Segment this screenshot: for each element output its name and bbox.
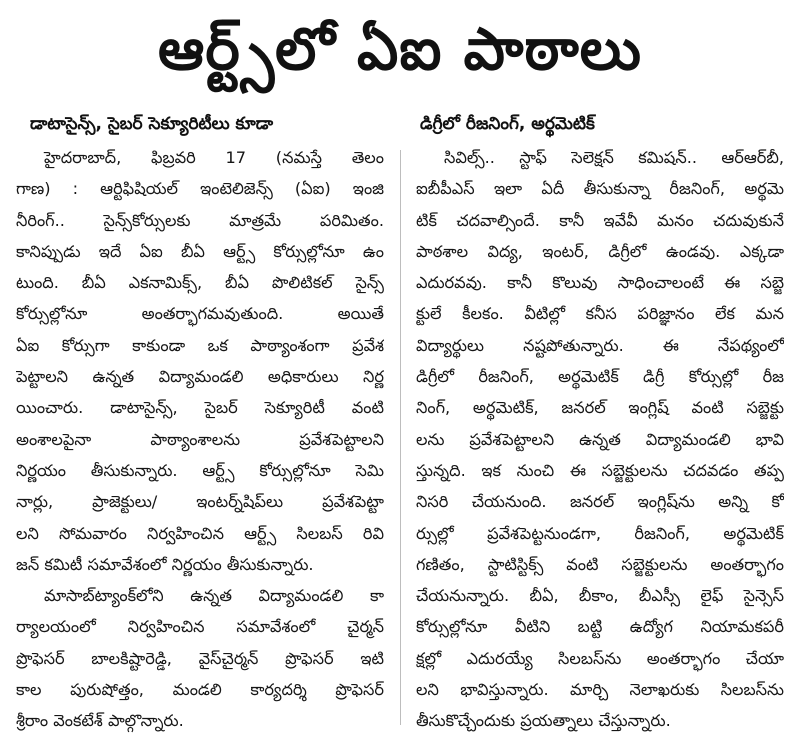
- body-line: నింగ్, అర్థమెటిక్, జనరల్ ఇంగ్లిష్ వంటి సబ్జెక్టు: [416, 398, 784, 418]
- body-line: సివిల్స్.. స్టాఫ్ సెలెక్షన్ కమిషన్.. ఆర్‌ఆర్‌బీ,: [444, 148, 784, 167]
- column-divider: [400, 150, 401, 725]
- body-line: యించారు. డాటాసైన్స్, సైబర్ సెక్యూరిటీ వంటి: [16, 398, 384, 418]
- left-subheading: డాటాసైన్స్, సైబర్ సెక్యూరిటీలు కూడా: [30, 114, 274, 134]
- body-line: నార్లు, ప్రాజెక్టులు/ ఇంటర్న్‌షిప్‌లు ప్రవేశపెట్టా: [16, 492, 384, 512]
- body-line: నీరింగ్.. సైన్స్‌కోర్సులకు మాత్రమే పరిమితం.: [16, 210, 384, 230]
- body-line: తీసుకొచ్చేందుకు ప్రయత్నాలు చేస్తున్నారు.: [416, 711, 671, 731]
- body-line: గాణ) : ఆర్టిఫిషియల్ ఇంటెలిజెన్స్ (ఏఐ) ఇంజి: [16, 179, 384, 199]
- headline: ఆర్ట్స్‌లో ఏఐ పాఠాలు: [158, 14, 642, 83]
- body-line: మాసాబ్‌ట్యాంక్‌లోని ఉన్నత విద్యామండలి కా: [44, 586, 384, 606]
- body-line: లని భావిస్తున్నారు. మార్చి నెలాఖరుకు సిలబస్‌ను: [416, 680, 784, 700]
- body-line: నిసరి చేయనుంది. జనరల్ ఇంగ్లిష్‌ను అన్ని కో: [416, 492, 784, 512]
- body-line: డిగ్రీలో రీజనింగ్, అర్థమెటిక్ డిగ్రీ కోర్సుల్లో రీజ: [416, 367, 784, 387]
- body-line: ప్రొఫెసర్ బాలకిష్టారెడ్డి, వైస్‌చైర్మన్ ప్రొఫెసర్ ఇటి: [16, 648, 384, 668]
- body-line: టిక్ చదవాల్సిందే. కానీ ఇవేవీ మనం చదువుకునే: [416, 210, 784, 230]
- body-line: శ్రీరాం వెంకటేశ్ పాల్గొన్నారు.: [16, 711, 184, 731]
- right-body: [416, 142, 784, 737]
- body-line: ర్యాలయంలో నిర్వహించిన సమావేశంలో చైర్మన్: [16, 617, 384, 637]
- body-line: ఐబీపీఎస్ ఇలా ఏదీ తీసుకున్నా రీజనింగ్, అర్థమె: [416, 179, 784, 199]
- body-line: కాల పురుషోత్తం, మండలి కార్యదర్శి ప్రొఫెసర్: [16, 680, 384, 700]
- body-line: ఎదురవవు. కానీ కొలువు సాధించాలంటే ఈ సబ్జె: [416, 273, 784, 293]
- body-line: అంశాలపైనా పాఠ్యాంశాలను ప్రవేశపెట్టాలని: [16, 429, 384, 449]
- body-line: ర్సుల్లో ప్రవేశపెట్టనుండగా, రీజనింగ్, అర్థమెటిక్: [416, 523, 784, 543]
- body-line: క్షల్లో ఎదురయ్యే సిలబస్‌ను అంతర్భాగం చేయా: [416, 648, 784, 668]
- body-line: నిర్ణయం తీసుకున్నారు. ఆర్ట్స్ కోర్సుల్లోనూ సెమి: [16, 460, 384, 480]
- body-line: విద్యార్థులు నష్టపోతున్నారు. ఈ నేపథ్యంలో: [416, 335, 784, 355]
- body-line: హైదరాబాద్, ఫిబ్రవరి 17 (నమస్తే తెలం: [44, 148, 384, 167]
- body-line: జన్ కమిటీ సమావేశంలో నిర్ణయం తీసుకున్నారు.: [16, 554, 314, 574]
- body-line: కోర్సుల్లోనూ వీటిని బట్టి ఉద్యోగ నియామకపరీ: [416, 617, 784, 637]
- left-body: [16, 142, 384, 737]
- body-line: స్తున్నది. ఇక నుంచి ఈ సబ్జెక్టులను చదవడం తప్ప: [416, 460, 784, 480]
- body-line: క్టులే కీలకం. వీటిల్లో కనీస పరిజ్ఞానం లేక మన: [416, 304, 784, 324]
- body-line: చేయనున్నారు. బీఏ, బీకాం, బీఎస్సీ లైఫ్ సైన్సెస్: [416, 586, 784, 606]
- left-column: [16, 112, 384, 737]
- body-line: పాఠశాల విద్య, ఇంటర్, డిగ్రీలో ఉండవు. ఎక్కడా: [416, 241, 784, 261]
- body-line: లని సోమవారం నిర్వహించిన ఆర్ట్స్ సిలబస్ రివి: [16, 523, 384, 543]
- body-line: టుంది. బీఏ ఎకనామిక్స్, బీఏ పొలిటికల్ సైన్స్: [16, 273, 384, 293]
- right-subheading: డిగ్రీలో రీజనింగ్, అర్థమెటిక్: [420, 114, 595, 134]
- body-line: కోర్సుల్లోనూ అంతర్భాగమవుతుంది. అయితే: [16, 304, 384, 324]
- right-column: [416, 112, 784, 737]
- body-line: గణితం, స్టాటిస్టిక్స్ వంటి సబ్జెక్టులను అంతర్భాగం: [416, 554, 784, 574]
- body-line: ఏఐ కోర్సుగా కాకుండా ఒక పాఠ్యాంశంగా ప్రవేశ: [16, 335, 384, 355]
- body-line: లను ప్రవేశపెట్టాలని ఉన్నత విద్యామండలి భావి: [416, 429, 784, 449]
- body-line: కానిప్పుడు ఇదే ఏఐ బీఏ ఆర్ట్స్ కోర్సుల్లోనూ ఉం: [16, 241, 384, 261]
- body-line: పెట్టాలని ఉన్నత విద్యామండలి అధికారులు నిర్ణ: [16, 367, 384, 387]
